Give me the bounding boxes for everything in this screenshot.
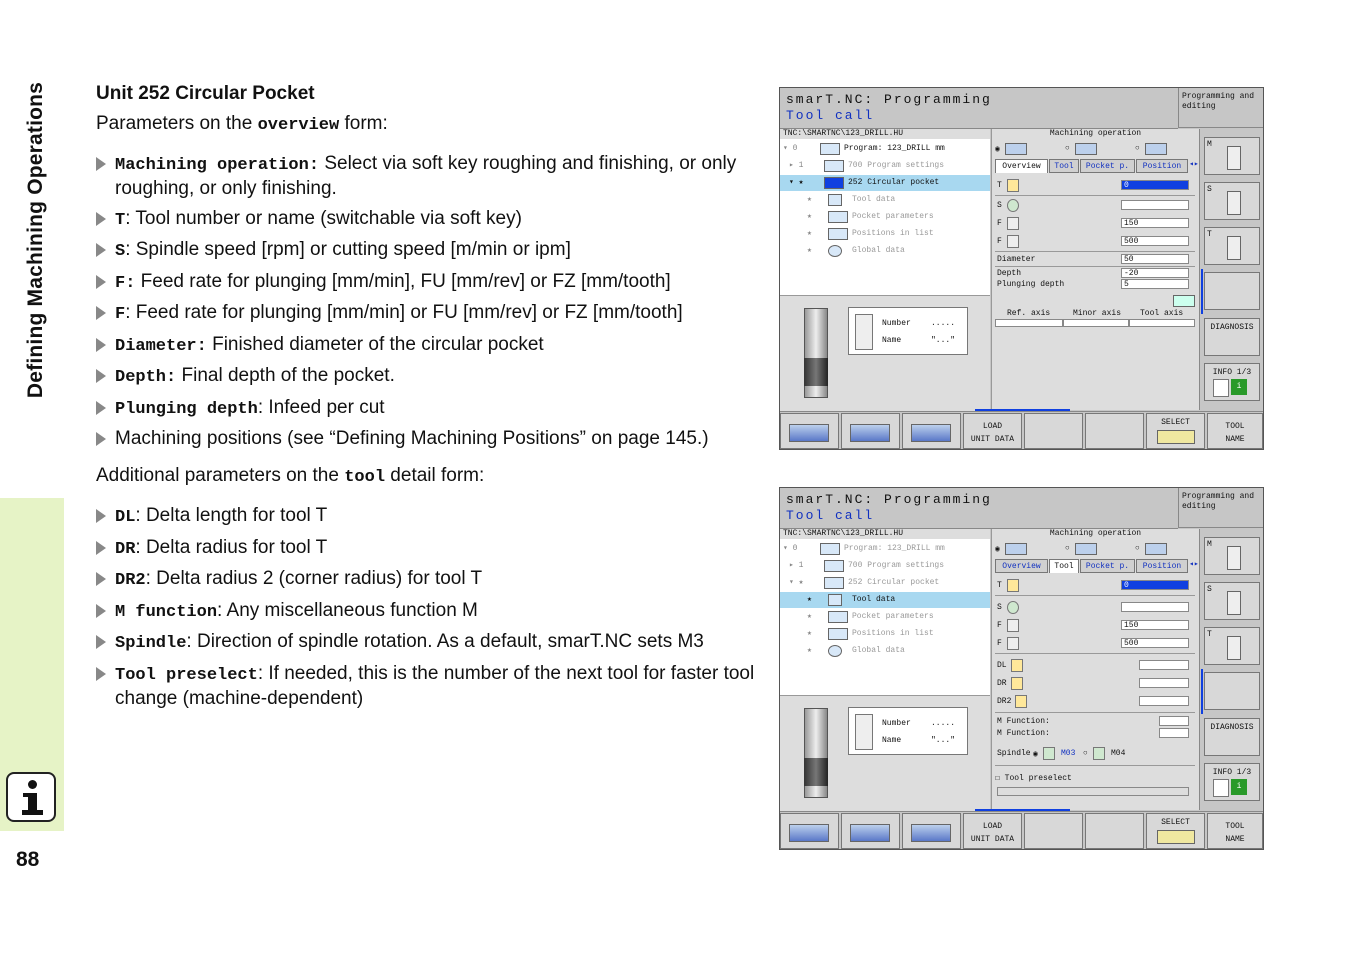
tree-item[interactable]: ★ Positions in list xyxy=(807,629,934,638)
tab-pocket[interactable]: Pocket p. xyxy=(1080,559,1135,573)
section-title-vertical xyxy=(6,0,66,480)
field-t: T 0 xyxy=(995,179,1199,193)
field-s: S xyxy=(995,601,1199,615)
operation-options xyxy=(995,541,1195,557)
screen-subtitle: Tool call xyxy=(786,108,875,123)
m-function-2-input[interactable] xyxy=(1159,728,1189,738)
info-icon xyxy=(6,772,56,822)
finishing-option[interactable]: ○ xyxy=(1135,141,1195,157)
bullet-arrow-icon xyxy=(96,306,106,320)
softkey-info[interactable]: INFO 1/3 i xyxy=(1204,363,1260,401)
softkey-finishing[interactable] xyxy=(902,813,961,849)
tree-item[interactable]: ★ Global data xyxy=(807,246,905,255)
bullet-arrow-icon xyxy=(96,212,106,226)
tool-holder-icon xyxy=(855,314,873,350)
tool-icon xyxy=(1007,579,1019,592)
list-item: DL: Delta length for tool T xyxy=(96,504,756,529)
tree-item[interactable]: ★ Global data xyxy=(807,646,905,655)
softkey-roughing[interactable] xyxy=(841,813,900,849)
mode-label: Programming and editing xyxy=(1178,88,1263,128)
pocket-finish-icon xyxy=(911,824,951,842)
tree-item-selected[interactable]: ▾ ★ 252 Circular pocket xyxy=(780,175,990,191)
bullet-arrow-icon xyxy=(96,604,106,618)
t-input[interactable]: 0 xyxy=(1121,580,1189,590)
bullet-arrow-icon xyxy=(96,243,106,257)
tool-code: tool xyxy=(344,468,386,487)
form-tabs xyxy=(995,559,1199,573)
softkey-s[interactable]: S xyxy=(1204,582,1260,620)
field-f1: F 150 xyxy=(995,619,1199,633)
softkey-load-unit-data[interactable]: LOAD UNIT DATA xyxy=(963,413,1022,449)
counterclockwise-icon xyxy=(1093,747,1105,760)
page-number: 88 xyxy=(16,848,40,871)
tree-item[interactable]: ▾ ★ 252 Circular pocket xyxy=(789,578,940,587)
form-tabs xyxy=(995,159,1199,173)
softkey-info[interactable]: INFO 1/3 i xyxy=(1204,763,1260,801)
softkey-m[interactable]: M xyxy=(1204,537,1260,575)
section-heading: Unit 252 Circular Pocket xyxy=(96,83,315,104)
pocket-rough-icon xyxy=(850,824,890,842)
softkey-empty-2[interactable] xyxy=(1085,413,1144,449)
m04-radio[interactable]: ○ xyxy=(1083,749,1088,758)
softkey-empty-1[interactable] xyxy=(1024,413,1083,449)
softkey-diagnosis[interactable]: DIAGNOSIS xyxy=(1204,318,1260,356)
softkey-select[interactable]: SELECT xyxy=(1146,813,1205,849)
feed-milling-icon xyxy=(1007,235,1019,248)
feed-plunge-icon xyxy=(1007,619,1019,632)
clockwise-icon xyxy=(1043,747,1055,760)
list-item: T: Tool number or name (switchable via soft key) xyxy=(96,207,756,232)
screenshot-tool-form xyxy=(779,487,1264,850)
softkey-t[interactable]: T xyxy=(1204,627,1260,665)
tab-scroll-arrow-icon: ◂▸ xyxy=(1189,160,1199,169)
m03-radio[interactable]: ◉ xyxy=(1033,750,1038,759)
field-dl: DL xyxy=(995,659,1199,673)
operation-title: Machining operation xyxy=(1049,529,1142,538)
screen-subtitle: Tool call xyxy=(786,508,875,523)
parameter-form xyxy=(991,129,1199,410)
plunging-depth-input[interactable]: 5 xyxy=(1121,279,1189,289)
tab-overview[interactable]: Overview xyxy=(995,159,1048,173)
softkey-roughing-finishing[interactable] xyxy=(780,813,839,849)
drill-icon xyxy=(1227,191,1241,215)
axis-picture-icon xyxy=(1173,295,1195,307)
tool-holder-icon xyxy=(855,714,873,750)
field-dr: DR xyxy=(995,677,1199,691)
dr2-input[interactable] xyxy=(1139,696,1189,706)
field-f1: F 150 xyxy=(995,217,1199,231)
tool-number-box: Number ..... Name "..." xyxy=(848,707,968,755)
select-tool-icon xyxy=(1157,430,1195,444)
roughing-option[interactable]: ○ xyxy=(1065,141,1125,157)
tool-preselect-checkbox[interactable]: ☐ xyxy=(995,774,1000,783)
list-item: S: Spindle speed [rpm] or cutting speed [m/min or ipm] xyxy=(96,238,756,263)
bullet-arrow-icon xyxy=(96,432,106,446)
list-item: M function: Any miscellaneous function M xyxy=(96,599,756,624)
tree-item[interactable]: ★ Tool data xyxy=(807,195,896,204)
tab-pocket[interactable]: Pocket p. xyxy=(1080,159,1135,173)
delta-radius-icon xyxy=(1011,677,1023,690)
f-plunge-input[interactable]: 150 xyxy=(1121,218,1189,228)
operation-title: Machining operation xyxy=(1049,129,1142,138)
softkey-tool-name[interactable]: TOOL NAME xyxy=(1207,813,1263,849)
screen-title: smarT.NC: Programming xyxy=(786,492,992,507)
tab-scroll-arrow-icon: ◂▸ xyxy=(1189,560,1199,569)
depth-input[interactable]: -20 xyxy=(1121,268,1189,278)
f-plunge-input[interactable]: 150 xyxy=(1121,620,1189,630)
list-item: Plunging depth: Infeed per cut xyxy=(96,396,756,421)
tool-preselect-input[interactable] xyxy=(997,787,1189,796)
softkey-empty-2[interactable] xyxy=(1085,813,1144,849)
field-s: S xyxy=(995,199,1199,213)
right-softkeys xyxy=(1199,129,1264,410)
tool-preview xyxy=(780,295,990,411)
intro-paragraph: Parameters on the overview form: xyxy=(96,113,388,135)
tab-overview[interactable]: Overview xyxy=(995,559,1048,573)
additional-paragraph: Additional parameters on the tool detail form: xyxy=(96,465,485,487)
bullet-arrow-icon xyxy=(96,667,106,681)
program-tree xyxy=(780,139,990,295)
tree-item[interactable]: ▸ 1 700 Program settings xyxy=(789,161,945,170)
info-small-icon: i xyxy=(1231,379,1247,395)
spindle-tool-icon xyxy=(1227,546,1241,570)
tree-item-selected[interactable]: ★ Tool data xyxy=(780,592,990,608)
screen-title: smarT.NC: Programming xyxy=(786,92,992,107)
tab-tool[interactable]: Tool xyxy=(1049,159,1079,173)
bullet-arrow-icon xyxy=(96,401,106,415)
field-m-function-1: M Function: xyxy=(995,715,1199,729)
file-path: TNC:\SMARTNC\123_DRILL.HU xyxy=(780,529,990,539)
tab-position[interactable]: Position xyxy=(1136,559,1188,573)
info-small-icon: i xyxy=(1231,779,1247,795)
field-dr2: DR2 xyxy=(995,695,1199,709)
bullet-arrow-icon xyxy=(96,572,106,586)
bullet-arrow-icon xyxy=(96,369,106,383)
tool-number-box: Number ..... Name "..." xyxy=(848,307,968,355)
pocket-rough-finish-icon xyxy=(789,424,829,442)
softkey-s[interactable]: S xyxy=(1204,182,1260,220)
t-input[interactable]: 0 xyxy=(1121,180,1189,190)
feed-milling-icon xyxy=(1007,637,1019,650)
tool-parameter-list xyxy=(96,504,756,710)
list-item: Depth: Final depth of the pocket. xyxy=(96,364,756,389)
list-item: Machining positions (see “Defining Machining Positions” on page 145.) xyxy=(96,427,756,450)
drill-icon xyxy=(1227,591,1241,615)
field-f2: F 500 xyxy=(995,235,1199,249)
pocket-rough-finish-icon xyxy=(789,824,829,842)
spindle-tool-icon xyxy=(1227,146,1241,170)
overview-parameter-list xyxy=(96,152,756,450)
tool-change-icon xyxy=(1227,236,1241,260)
section-title-text: Defining Machining Operations xyxy=(24,81,47,399)
select-tool-icon xyxy=(1157,830,1195,844)
delta-radius2-icon xyxy=(1015,695,1027,708)
roughing-finishing-option[interactable]: ◉ xyxy=(995,141,1055,157)
diameter-input[interactable]: 50 xyxy=(1121,254,1189,264)
bullet-arrow-icon xyxy=(96,635,106,649)
softkey-tool-name[interactable]: TOOL NAME xyxy=(1207,413,1263,449)
list-item: F: Feed rate for plunging [mm/min], FU [mm/rev] or FZ [mm/tooth] xyxy=(96,270,756,295)
tree-item[interactable]: ▸ 1 700 Program settings xyxy=(789,561,945,570)
axis-selection: Ref. axis Minor axis Tool axis xyxy=(995,299,1195,327)
tool-axis-input[interactable] xyxy=(1129,319,1195,327)
roughing-finishing-option[interactable]: ◉ xyxy=(995,541,1055,557)
tool-preselect-row: ☐ Tool preselect xyxy=(995,774,1072,783)
softkey-diagnosis[interactable]: DIAGNOSIS xyxy=(1204,718,1260,756)
list-item: Diameter: Finished diameter of the circular pocket xyxy=(96,333,756,358)
screen-header xyxy=(780,88,1178,129)
screen-header xyxy=(780,488,1178,529)
file-path: TNC:\SMARTNC\123_DRILL.HU xyxy=(780,129,990,139)
tree-item[interactable]: ★ Pocket parameters xyxy=(807,212,934,221)
roughing-option[interactable]: ○ xyxy=(1065,541,1125,557)
softkey-roughing-finishing[interactable] xyxy=(780,413,839,449)
feed-plunge-icon xyxy=(1007,217,1019,230)
list-item: Spindle: Direction of spindle rotation. As a default, smarT.NC sets M3 xyxy=(96,630,756,655)
tree-item[interactable]: ★ Positions in list xyxy=(807,229,934,238)
dr-input[interactable] xyxy=(1139,678,1189,688)
screenshot-overview-form xyxy=(779,87,1264,450)
document-icon xyxy=(1213,379,1229,397)
softkey-load-unit-data[interactable]: LOAD UNIT DATA xyxy=(963,813,1022,849)
minor-axis-input[interactable] xyxy=(1063,319,1129,327)
pocket-rough-icon xyxy=(850,424,890,442)
parameter-form xyxy=(991,529,1199,810)
softkey-select[interactable]: SELECT xyxy=(1146,413,1205,449)
document-icon xyxy=(1213,779,1229,797)
tree-item[interactable]: ▾ 0 Program: 123_DRILL mm xyxy=(783,544,945,553)
delta-length-icon xyxy=(1011,659,1023,672)
s-input[interactable] xyxy=(1121,200,1189,210)
program-tree xyxy=(780,539,990,695)
bottom-softkeys xyxy=(780,811,1263,850)
bullet-arrow-icon xyxy=(96,509,106,523)
bullet-arrow-icon xyxy=(96,275,106,289)
overview-code: overview xyxy=(257,116,340,135)
text-column xyxy=(96,82,756,716)
finishing-option[interactable]: ○ xyxy=(1135,541,1195,557)
bullet-arrow-icon xyxy=(96,541,106,555)
softkey-finishing[interactable] xyxy=(902,413,961,449)
tab-position[interactable]: Position xyxy=(1136,159,1188,173)
list-item: Tool preselect: If needed, this is the number of the next tool for faster tool change (machine-dependent) xyxy=(96,662,756,710)
field-plunging-depth: Plunging depth 5 xyxy=(995,278,1199,292)
f-mill-input[interactable]: 500 xyxy=(1121,236,1189,246)
field-depth: Depth -20 xyxy=(995,267,1199,281)
tool-change-icon xyxy=(1227,636,1241,660)
softkey-empty-1[interactable] xyxy=(1024,813,1083,849)
softkey-empty[interactable] xyxy=(1204,672,1260,710)
m-function-1-input[interactable] xyxy=(1159,716,1189,726)
ref-axis-input[interactable] xyxy=(995,319,1063,327)
list-item: DR2: Delta radius 2 (corner radius) for tool T xyxy=(96,567,756,592)
tree-item[interactable]: ★ Pocket parameters xyxy=(807,612,934,621)
tool-icon xyxy=(1007,179,1019,192)
field-spindle: Spindle ◉ M03 ○ M04 xyxy=(997,749,1126,759)
softkey-m[interactable]: M xyxy=(1204,137,1260,175)
spindle-icon xyxy=(1007,601,1019,614)
bullet-arrow-icon xyxy=(96,338,106,352)
f-mill-input[interactable]: 500 xyxy=(1121,638,1189,648)
tree-item[interactable]: ▾ 0 Program: 123_DRILL mm xyxy=(783,144,945,153)
list-item: DR: Delta radius for tool T xyxy=(96,536,756,561)
field-diameter: Diameter 50 xyxy=(995,253,1199,267)
operation-options xyxy=(995,141,1195,157)
field-m-function-2: M Function: xyxy=(995,727,1199,741)
field-f2: F 500 xyxy=(995,637,1199,651)
bullet-arrow-icon xyxy=(96,157,106,171)
pocket-finish-icon xyxy=(911,424,951,442)
s-input[interactable] xyxy=(1121,602,1189,612)
right-softkeys xyxy=(1199,529,1264,810)
field-t: T 0 xyxy=(995,579,1199,593)
bottom-softkeys xyxy=(780,411,1263,450)
tab-tool[interactable]: Tool xyxy=(1049,559,1079,573)
softkey-empty[interactable] xyxy=(1204,272,1260,310)
softkey-t[interactable]: T xyxy=(1204,227,1260,265)
spindle-icon xyxy=(1007,199,1019,212)
mode-label: Programming and editing xyxy=(1178,488,1263,528)
dl-input[interactable] xyxy=(1139,660,1189,670)
softkey-roughing[interactable] xyxy=(841,413,900,449)
list-item: Machining operation: Select via soft key roughing and finishing, or only roughing, or only finishing. xyxy=(96,152,756,200)
list-item: F: Feed rate for plunging [mm/min] or FU [mm/rev] or FZ [mm/tooth] xyxy=(96,301,756,326)
tool-preview xyxy=(780,695,990,811)
